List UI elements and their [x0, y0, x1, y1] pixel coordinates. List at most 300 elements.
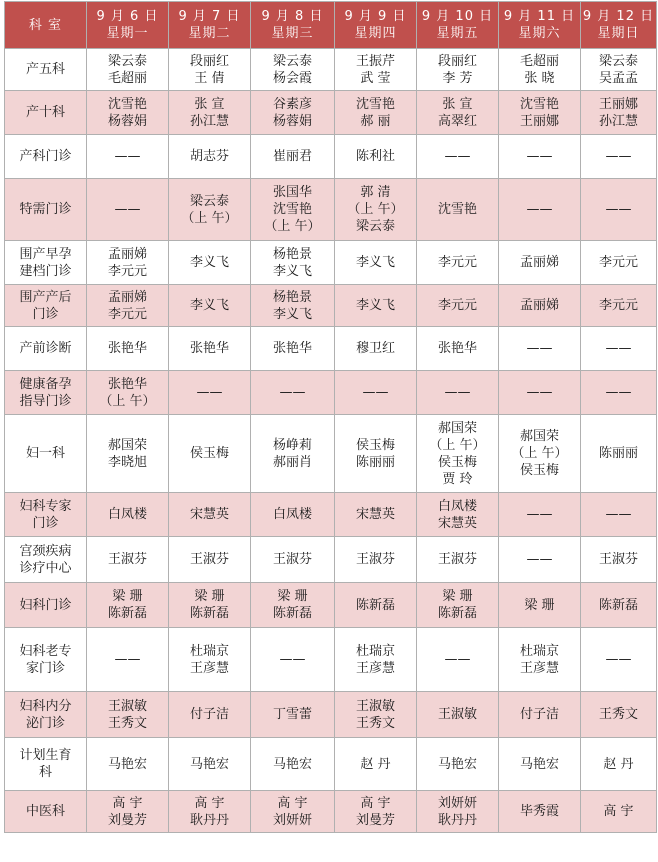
doctor-name: 梁云泰	[189, 193, 229, 209]
dept-name-line: 门诊	[32, 515, 59, 531]
doctor-name: 段丽红	[189, 53, 229, 69]
doctor-name: 谷素彦	[272, 96, 312, 112]
table-row	[5, 135, 657, 179]
doctor-name: 李元元	[598, 255, 638, 270]
doctor-name: 张国华	[272, 185, 312, 200]
dept-name-line: 建档门诊	[19, 263, 72, 279]
doctor-name: 杜瑞京	[355, 643, 395, 659]
doctor-name: 王秀文	[107, 715, 147, 731]
doctor-name: 李元元	[107, 263, 147, 279]
doctor-name: 马艳宏	[272, 756, 312, 772]
doctor-name: 高翠红	[437, 113, 477, 129]
doctor-cell	[87, 371, 169, 415]
doctor-name: 李义飞	[272, 263, 312, 279]
doctor-name: 刘曼芳	[355, 812, 395, 828]
doctor-name: 梁云泰	[355, 219, 395, 234]
doctor-name: 白凤楼	[272, 507, 312, 522]
doctor-name: 高 宇	[112, 795, 143, 811]
doctor-cell	[251, 692, 335, 738]
doctor-name: 杨会霞	[272, 70, 312, 86]
doctor-name: ——	[526, 507, 553, 522]
doctor-name: 赵 丹	[360, 756, 391, 772]
doctor-cell	[581, 791, 657, 833]
doctor-cell	[169, 415, 251, 493]
doctor-cell	[87, 327, 169, 371]
doctor-cell	[417, 49, 499, 91]
doctor-name: 宋慧英	[437, 515, 477, 531]
day-date: 9 月 8 日	[261, 9, 324, 24]
doctor-name: 李义飞	[272, 306, 312, 322]
doctor-name: 梁 珊	[112, 589, 143, 604]
doctor-cell	[169, 285, 251, 327]
doctor-cell	[417, 285, 499, 327]
doctor-cell	[335, 415, 417, 493]
doctor-name: 张艳华	[272, 341, 312, 356]
doctor-name: 陈新磊	[189, 606, 229, 621]
dept-name-cell	[5, 738, 87, 791]
doctor-cell	[581, 493, 657, 537]
doctor-name: 宋慧英	[189, 507, 229, 522]
doctor-name: 孙江慧	[598, 113, 638, 129]
dept-name-cell	[5, 692, 87, 738]
doctor-cell	[335, 628, 417, 692]
doctor-cell	[169, 537, 251, 583]
doctor-name: ——	[279, 652, 306, 667]
doctor-name: 沈雪艳	[519, 96, 559, 112]
table-row	[5, 493, 657, 537]
day-weekday: 星期日	[597, 26, 640, 41]
doctor-cell	[499, 179, 581, 241]
table-row	[5, 692, 657, 738]
dept-name-line: 围产产后	[19, 289, 72, 305]
doctor-cell	[169, 49, 251, 91]
doctor-name: 侯玉梅	[355, 437, 395, 453]
doctor-name: 郝丽肖	[272, 454, 312, 470]
doctor-cell	[87, 791, 169, 833]
dept-name-line: 家门诊	[25, 660, 65, 676]
dept-name-cell	[5, 537, 87, 583]
doctor-name: 侯玉梅	[437, 454, 477, 470]
doctor-cell	[581, 327, 657, 371]
doctor-name: ——	[362, 385, 389, 400]
doctor-name: 李义飞	[355, 298, 395, 313]
dept-name-line: 宫颈疾病	[19, 543, 72, 559]
day-header-cell	[417, 2, 499, 49]
doctor-cell	[499, 692, 581, 738]
doctor-name: 杨峥莉	[272, 437, 312, 453]
doctor-name: 王振芹	[355, 53, 395, 69]
doctor-cell	[87, 493, 169, 537]
doctor-name: 梁云泰	[107, 53, 147, 69]
doctor-name: 陈新磊	[272, 606, 312, 621]
doctor-cell	[87, 583, 169, 628]
table-row	[5, 537, 657, 583]
doctor-cell	[169, 628, 251, 692]
doctor-cell	[169, 135, 251, 179]
dept-name-line: 产五科	[25, 62, 65, 77]
doctor-cell	[251, 135, 335, 179]
doctor-cell	[335, 135, 417, 179]
doctor-name: 梁 珊	[194, 589, 225, 604]
doctor-name: 孟丽娣	[519, 255, 559, 270]
doctor-cell	[581, 91, 657, 135]
doctor-cell	[169, 179, 251, 241]
doctor-name: 杜瑞京	[189, 643, 229, 659]
doctor-name: 王丽娜	[519, 113, 559, 129]
doctor-cell	[251, 493, 335, 537]
doctor-name: 王秀文	[355, 715, 395, 731]
dept-name-cell	[5, 135, 87, 179]
doctor-cell	[169, 738, 251, 791]
doctor-name: 王彦慧	[355, 660, 395, 676]
doctor-schedule-table	[4, 1, 657, 833]
dept-name-line: 诊疗中心	[19, 560, 72, 576]
doctor-cell	[87, 537, 169, 583]
doctor-name: 耿丹丹	[437, 812, 477, 828]
doctor-cell	[169, 91, 251, 135]
doctor-cell	[499, 91, 581, 135]
doctor-name: 孟丽娣	[519, 298, 559, 313]
doctor-name: 付子洁	[189, 707, 229, 722]
doctor-cell	[417, 415, 499, 493]
day-date: 9 月 11 日	[503, 9, 576, 24]
dept-name-line: 门诊	[32, 306, 59, 322]
doctor-name: 陈新磊	[107, 606, 147, 621]
doctor-name: 王丽娜	[598, 96, 638, 112]
doctor-name: 高 宇	[603, 804, 634, 819]
doctor-name: 郝国荣	[107, 437, 147, 453]
doctor-name: 贾 玲	[442, 471, 473, 487]
doctor-name: 高 宇	[360, 795, 391, 811]
doctor-name: 杨艳景	[272, 246, 312, 262]
doctor-name: 梁云泰	[272, 53, 312, 69]
doctor-name: 刘妍妍	[437, 795, 477, 811]
doctor-cell	[251, 738, 335, 791]
doctor-name: ——	[114, 149, 141, 164]
doctor-name: （上 午）	[181, 210, 238, 226]
doctor-cell	[417, 241, 499, 285]
doctor-cell	[87, 49, 169, 91]
doctor-name: ——	[526, 341, 553, 356]
doctor-name: 杨艳景	[272, 289, 312, 305]
doctor-name: 梁云泰	[598, 53, 638, 69]
dept-name-line: 科	[38, 765, 52, 780]
doctor-name: 耿丹丹	[189, 812, 229, 828]
dept-name-cell	[5, 179, 87, 241]
doctor-cell	[417, 493, 499, 537]
dept-name-line: 妇科老专	[19, 643, 72, 659]
doctor-name: 郝国荣	[519, 429, 559, 444]
doctor-cell	[87, 628, 169, 692]
doctor-cell	[581, 692, 657, 738]
doctor-name: ——	[196, 385, 223, 400]
doctor-name: 张艳华	[107, 341, 147, 356]
doctor-name: 梁 珊	[442, 589, 473, 604]
doctor-cell	[335, 692, 417, 738]
doctor-name: 梁 珊	[277, 589, 308, 604]
doctor-cell	[581, 285, 657, 327]
doctor-name: 王淑芬	[437, 552, 477, 567]
doctor-name: （上 午）	[429, 437, 486, 453]
doctor-name: 毕秀霞	[519, 804, 559, 819]
day-header-cell	[581, 2, 657, 49]
doctor-name: 陈丽丽	[598, 446, 638, 461]
dept-name-line: 产十科	[25, 105, 65, 120]
doctor-name: 白凤楼	[107, 507, 147, 522]
doctor-cell	[417, 791, 499, 833]
doctor-name: ——	[526, 149, 553, 164]
doctor-cell	[417, 371, 499, 415]
doctor-name: 王 倩	[194, 70, 225, 86]
day-header-cell	[169, 2, 251, 49]
doctor-name: 杨蓉娟	[272, 113, 312, 129]
day-header-cell	[499, 2, 581, 49]
dept-name-cell	[5, 91, 87, 135]
doctor-name: 穆卫红	[355, 341, 395, 356]
doctor-cell	[499, 791, 581, 833]
day-header-cell	[335, 2, 417, 49]
table-row	[5, 791, 657, 833]
doctor-cell	[417, 692, 499, 738]
dept-name-cell	[5, 285, 87, 327]
dept-header-label: 科 室	[28, 17, 63, 33]
doctor-cell	[335, 241, 417, 285]
day-weekday: 星期六	[518, 26, 561, 41]
doctor-name: 李元元	[437, 298, 477, 313]
table-row	[5, 415, 657, 493]
doctor-name: 张 晓	[524, 70, 555, 86]
doctor-name: 沈雪艳	[355, 96, 395, 112]
doctor-name: ——	[526, 385, 553, 400]
doctor-cell	[499, 628, 581, 692]
dept-name-cell	[5, 415, 87, 493]
doctor-cell	[499, 327, 581, 371]
doctor-cell	[417, 135, 499, 179]
doctor-name: 孟丽娣	[107, 289, 147, 305]
doctor-cell	[335, 91, 417, 135]
table-row	[5, 179, 657, 241]
table-row	[5, 327, 657, 371]
doctor-name: 王淑芬	[107, 552, 147, 567]
dept-name-line: 妇科专家	[19, 498, 72, 514]
doctor-name: 武 莹	[360, 70, 391, 86]
doctor-name: 毛超丽	[519, 53, 559, 69]
doctor-name: 陈新磊	[355, 597, 395, 613]
doctor-cell	[251, 241, 335, 285]
doctor-cell	[169, 327, 251, 371]
doctor-name: 陈新磊	[598, 597, 638, 613]
day-date: 9 月 10 日	[421, 9, 494, 24]
doctor-name: 沈雪艳	[272, 202, 312, 217]
doctor-cell	[581, 537, 657, 583]
doctor-cell	[87, 135, 169, 179]
doctor-name: 王彦慧	[519, 660, 559, 676]
doctor-name: 高 宇	[194, 795, 225, 811]
doctor-cell	[499, 135, 581, 179]
doctor-cell	[581, 583, 657, 628]
doctor-cell	[87, 91, 169, 135]
dept-name-cell	[5, 628, 87, 692]
doctor-cell	[499, 285, 581, 327]
doctor-cell	[335, 285, 417, 327]
doctor-cell	[87, 285, 169, 327]
doctor-name: 陈利社	[355, 149, 395, 164]
dept-name-cell	[5, 583, 87, 628]
day-weekday: 星期一	[106, 26, 149, 41]
doctor-name: 马艳宏	[189, 756, 229, 772]
doctor-cell	[499, 583, 581, 628]
doctor-cell	[417, 327, 499, 371]
doctor-cell	[417, 537, 499, 583]
doctor-cell	[335, 371, 417, 415]
doctor-cell	[251, 415, 335, 493]
dept-name-line: 妇科内分	[19, 698, 72, 714]
doctor-cell	[251, 285, 335, 327]
doctor-name: 丁雪蕾	[272, 707, 312, 722]
doctor-cell	[335, 791, 417, 833]
doctor-cell	[169, 791, 251, 833]
dept-name-line: 泌门诊	[25, 715, 65, 731]
doctor-cell	[335, 537, 417, 583]
day-weekday: 星期五	[436, 26, 479, 41]
doctor-name: 李 芳	[442, 70, 473, 86]
doctor-cell	[335, 179, 417, 241]
doctor-name: 侯玉梅	[519, 463, 559, 478]
doctor-name: 王淑敏	[107, 698, 147, 714]
day-date: 9 月 7 日	[178, 9, 241, 24]
table-row	[5, 241, 657, 285]
doctor-name: 李义飞	[189, 298, 229, 313]
doctor-name: 张艳华	[107, 376, 147, 392]
doctor-cell	[499, 49, 581, 91]
doctor-name: 胡志芬	[189, 149, 229, 164]
doctor-name: 张 宣	[442, 96, 473, 112]
doctor-cell	[251, 583, 335, 628]
dept-name-line: 妇一科	[25, 446, 65, 461]
doctor-name: 李元元	[598, 298, 638, 313]
header-row	[5, 2, 657, 49]
doctor-cell	[251, 371, 335, 415]
doctor-cell	[251, 791, 335, 833]
doctor-name: ——	[114, 652, 141, 667]
doctor-cell	[335, 738, 417, 791]
dept-name-line: 产前诊断	[19, 341, 72, 356]
doctor-name: 梁 珊	[524, 597, 555, 613]
doctor-name: 王淑芬	[189, 552, 229, 567]
doctor-name: 陈新磊	[437, 606, 477, 621]
dept-name-line: 妇科门诊	[19, 597, 72, 613]
doctor-name: 张 宣	[194, 96, 225, 112]
doctor-name: 孙江慧	[189, 113, 229, 129]
doctor-name: 沈雪艳	[107, 96, 147, 112]
doctor-cell	[87, 692, 169, 738]
doctor-cell	[581, 371, 657, 415]
table-row	[5, 738, 657, 791]
doctor-cell	[417, 91, 499, 135]
doctor-cell	[417, 179, 499, 241]
dept-name-cell	[5, 493, 87, 537]
dept-name-line: 产科门诊	[19, 149, 72, 164]
doctor-cell	[87, 415, 169, 493]
doctor-cell	[581, 241, 657, 285]
table-row	[5, 91, 657, 135]
doctor-name: 李元元	[437, 255, 477, 270]
doctor-name: ——	[444, 652, 471, 667]
doctor-name: 高 宇	[277, 795, 308, 811]
doctor-name: 白凤楼	[437, 498, 477, 514]
day-date: 9 月 9 日	[344, 9, 407, 24]
dept-name-line: 计划生育	[19, 748, 72, 763]
doctor-cell	[251, 537, 335, 583]
doctor-cell	[335, 583, 417, 628]
doctor-name: （上 午）	[99, 393, 156, 409]
doctor-name: ——	[605, 202, 632, 217]
doctor-cell	[499, 241, 581, 285]
dept-name-cell	[5, 791, 87, 833]
day-date: 9 月 6 日	[96, 9, 159, 24]
day-weekday: 星期二	[188, 26, 231, 41]
doctor-name: 张艳华	[437, 341, 477, 356]
doctor-name: 马艳宏	[519, 756, 559, 772]
doctor-name: 刘妍妍	[272, 812, 312, 828]
doctor-name: ——	[605, 507, 632, 522]
doctor-name: （上 午）	[511, 446, 568, 461]
doctor-cell	[581, 49, 657, 91]
doctor-name: 孟丽娣	[107, 246, 147, 262]
doctor-name: ——	[114, 202, 141, 217]
doctor-cell	[251, 91, 335, 135]
dept-name-cell	[5, 371, 87, 415]
table-row	[5, 628, 657, 692]
doctor-name: （上 午）	[347, 202, 404, 217]
dept-header-cell	[5, 2, 87, 49]
doctor-name: 王淑敏	[437, 707, 477, 722]
doctor-name: 陈丽丽	[355, 454, 395, 470]
doctor-name: 杜瑞京	[519, 643, 559, 659]
doctor-cell	[251, 327, 335, 371]
dept-name-line: 指导门诊	[19, 393, 72, 409]
doctor-cell	[581, 628, 657, 692]
doctor-name: 沈雪艳	[437, 202, 477, 217]
doctor-name: 侯玉梅	[189, 446, 229, 461]
doctor-name: 宋慧英	[355, 507, 395, 522]
doctor-name: 杨蓉娟	[107, 113, 147, 129]
doctor-name: 付子洁	[519, 707, 559, 722]
doctor-cell	[335, 49, 417, 91]
doctor-cell	[417, 628, 499, 692]
day-date: 9 月 12 日	[582, 9, 655, 24]
dept-name-line: 围产早孕	[19, 246, 72, 262]
dept-name-cell	[5, 241, 87, 285]
doctor-cell	[417, 738, 499, 791]
doctor-name: 崔丽君	[272, 149, 312, 164]
table-row	[5, 583, 657, 628]
doctor-name: 郭 清	[360, 185, 391, 200]
day-weekday: 星期三	[271, 26, 314, 41]
doctor-cell	[581, 738, 657, 791]
doctor-name: 张艳华	[189, 341, 229, 356]
doctor-name: 李元元	[107, 306, 147, 322]
day-header-cell	[251, 2, 335, 49]
doctor-cell	[169, 692, 251, 738]
doctor-cell	[87, 738, 169, 791]
doctor-name: 王淑芬	[598, 552, 638, 567]
doctor-name: ——	[279, 385, 306, 400]
doctor-cell	[251, 628, 335, 692]
doctor-name: 王淑芬	[355, 552, 395, 567]
doctor-cell	[169, 371, 251, 415]
doctor-cell	[169, 493, 251, 537]
